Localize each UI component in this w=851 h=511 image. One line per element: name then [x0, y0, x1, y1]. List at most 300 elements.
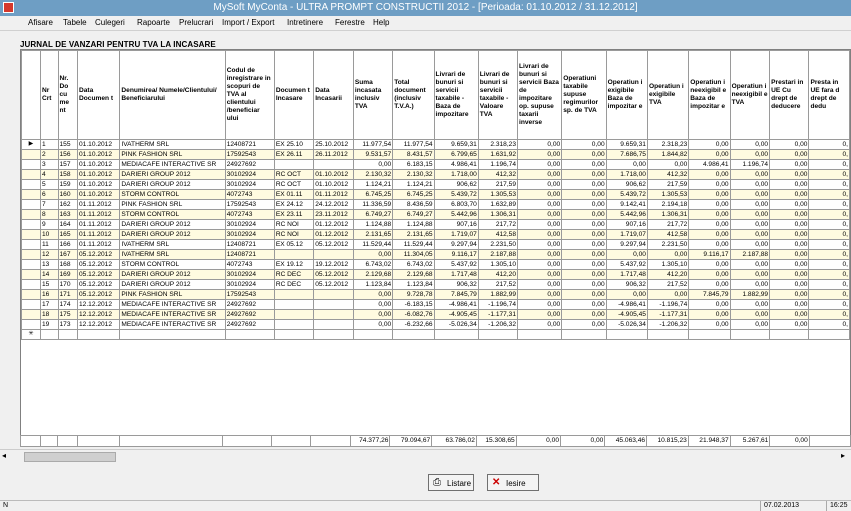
iesire-button[interactable]	[487, 474, 539, 491]
table-cell[interactable]: -4.986,41	[606, 300, 647, 310]
table-cell[interactable]: 4.986,41	[689, 160, 730, 170]
row-selector[interactable]	[22, 160, 41, 170]
table-cell[interactable]: 5.442,96	[606, 210, 647, 220]
table-cell[interactable]	[314, 290, 354, 300]
table-cell[interactable]	[314, 250, 354, 260]
table-cell[interactable]: 0,00	[730, 300, 770, 310]
table-cell[interactable]: 5.437,92	[434, 260, 478, 270]
table-cell[interactable]: 0,00	[353, 310, 392, 320]
table-cell[interactable]: 1.718,00	[434, 170, 478, 180]
table-cell[interactable]: 1.305,10	[647, 260, 688, 270]
table-cell[interactable]: 5.439,72	[606, 190, 647, 200]
table-cell[interactable]: STORM CONTROL	[120, 260, 225, 270]
table-cell[interactable]	[274, 160, 313, 170]
table-cell[interactable]: 4	[40, 170, 58, 180]
table-row[interactable]	[22, 310, 850, 320]
column-header[interactable]: Livrari de bunuri si servicii taxabile - Valoare TVA	[478, 51, 517, 140]
table-cell[interactable]: 05.12.2012	[314, 280, 354, 290]
table-cell[interactable]: 0,00	[770, 150, 809, 160]
menu-tabele[interactable]: Tabele	[63, 18, 87, 27]
table-row[interactable]	[22, 200, 850, 210]
table-cell[interactable]: 0,00	[730, 320, 770, 330]
table-cell[interactable]: 907,16	[606, 220, 647, 230]
table-cell[interactable]: 01.12.2012	[314, 220, 354, 230]
table-row[interactable]	[22, 150, 850, 160]
table-cell[interactable]	[434, 330, 478, 340]
table-cell[interactable]: 0,00	[730, 280, 770, 290]
table-cell[interactable]: MEDIACAFE INTERACTIVE SR	[120, 320, 225, 330]
table-cell[interactable]: 30102924	[225, 220, 274, 230]
table-cell[interactable]	[689, 330, 730, 340]
table-cell[interactable]: 2.187,88	[478, 250, 517, 260]
table-cell[interactable]: 0,00	[562, 310, 606, 320]
table-cell[interactable]: 24927692	[225, 300, 274, 310]
menu-rapoarte[interactable]: Rapoarte	[137, 18, 170, 27]
table-row[interactable]	[22, 230, 850, 240]
table-cell[interactable]: EX 24.12	[274, 200, 313, 210]
table-cell[interactable]: 0,	[809, 200, 850, 210]
row-selector[interactable]	[22, 180, 41, 190]
table-cell[interactable]: 160	[58, 190, 77, 200]
table-cell[interactable]: 0,00	[562, 260, 606, 270]
table-cell[interactable]: 01.10.2012	[78, 180, 120, 190]
table-cell[interactable]	[314, 310, 354, 320]
table-cell[interactable]: 166	[58, 240, 77, 250]
table-cell[interactable]: 2.231,50	[647, 240, 688, 250]
table-cell[interactable]: 12.12.2012	[78, 310, 120, 320]
table-cell[interactable]: 0,00	[353, 160, 392, 170]
table-cell[interactable]: 170	[58, 280, 77, 290]
table-cell[interactable]: -1.177,31	[478, 310, 517, 320]
table-cell[interactable]: 0,00	[562, 320, 606, 330]
table-cell[interactable]	[353, 330, 392, 340]
table-cell[interactable]: 0,00	[562, 230, 606, 240]
table-cell[interactable]: 2.187,88	[730, 250, 770, 260]
table-cell[interactable]: 2.231,50	[478, 240, 517, 250]
table-row[interactable]	[22, 190, 850, 200]
table-cell[interactable]: 0,00	[689, 140, 730, 150]
table-cell[interactable]: 0,00	[689, 180, 730, 190]
table-cell[interactable]: -6.183,15	[393, 300, 434, 310]
table-cell[interactable]: 9.659,31	[434, 140, 478, 150]
table-cell[interactable]: 8.436,59	[393, 200, 434, 210]
table-cell[interactable]: 0,00	[606, 250, 647, 260]
table-cell[interactable]: 11.977,54	[393, 140, 434, 150]
table-cell[interactable]: 24927692	[225, 320, 274, 330]
table-cell[interactable]: 8	[40, 210, 58, 220]
table-cell[interactable]: 0,	[809, 300, 850, 310]
table-cell[interactable]: DARIERI GROUP 2012	[120, 280, 225, 290]
table-cell[interactable]: 1.632,89	[478, 200, 517, 210]
table-cell[interactable]: 164	[58, 220, 77, 230]
column-header[interactable]: Nr. Do cu me nt	[58, 51, 77, 140]
table-cell[interactable]: 24927692	[225, 310, 274, 320]
table-row[interactable]	[22, 280, 850, 290]
table-cell[interactable]: 0,00	[730, 150, 770, 160]
table-cell[interactable]: 13	[40, 260, 58, 270]
table-cell[interactable]: 9.531,57	[353, 150, 392, 160]
table-cell[interactable]: 0,00	[770, 300, 809, 310]
table-cell[interactable]: 0,00	[353, 290, 392, 300]
table-cell[interactable]: 169	[58, 270, 77, 280]
table-cell[interactable]: 0,00	[518, 160, 562, 170]
table-cell[interactable]: 1.717,48	[606, 270, 647, 280]
table-cell[interactable]: 6.749,27	[353, 210, 392, 220]
table-cell[interactable]: 1.882,99	[730, 290, 770, 300]
table-cell[interactable]	[393, 330, 434, 340]
table-cell[interactable]: 0,00	[518, 250, 562, 260]
row-selector[interactable]	[22, 320, 41, 330]
table-cell[interactable]: 0,00	[730, 210, 770, 220]
table-cell[interactable]: 6.803,70	[434, 200, 478, 210]
table-cell[interactable]: 0,00	[518, 150, 562, 160]
table-cell[interactable]: 6.743,02	[353, 260, 392, 270]
table-cell[interactable]: 0,00	[689, 220, 730, 230]
table-cell[interactable]: 0,00	[689, 260, 730, 270]
table-cell[interactable]: STORM CONTROL	[120, 210, 225, 220]
table-cell[interactable]: 3	[40, 160, 58, 170]
row-selector[interactable]	[22, 240, 41, 250]
table-cell[interactable]: 01.11.2012	[78, 240, 120, 250]
table-cell[interactable]: 0,00	[770, 290, 809, 300]
table-cell[interactable]: IVATHERM SRL	[120, 140, 225, 150]
table-cell[interactable]: 2.194,18	[647, 200, 688, 210]
table-cell[interactable]: 1.718,00	[606, 170, 647, 180]
table-cell[interactable]: 17	[40, 300, 58, 310]
table-row[interactable]	[22, 270, 850, 280]
table-cell[interactable]: RC DEC	[274, 280, 313, 290]
column-header[interactable]: Operatiun i neexigibil e Baza de impozitar e	[689, 51, 730, 140]
table-cell[interactable]	[274, 320, 313, 330]
table-cell[interactable]: 0,00	[562, 180, 606, 190]
table-cell[interactable]: 0,00	[770, 260, 809, 270]
table-cell[interactable]	[274, 250, 313, 260]
table-cell[interactable]: 157	[58, 160, 77, 170]
table-cell[interactable]: 15	[40, 280, 58, 290]
scrollbar-thumb[interactable]	[24, 452, 116, 462]
table-cell[interactable]: RC DEC	[274, 270, 313, 280]
table-cell[interactable]: DARIERI GROUP 2012	[120, 220, 225, 230]
table-cell[interactable]: 0,	[809, 150, 850, 160]
table-cell[interactable]: PINK FASHION SRL	[120, 200, 225, 210]
table-cell[interactable]: 1.631,92	[478, 150, 517, 160]
table-cell[interactable]: 12.12.2012	[78, 320, 120, 330]
table-cell[interactable]: 1.882,99	[478, 290, 517, 300]
table-cell[interactable]: 0,00	[730, 220, 770, 230]
table-cell[interactable]: 0,00	[562, 290, 606, 300]
table-cell[interactable]: RC OCT	[274, 180, 313, 190]
row-selector[interactable]	[22, 200, 41, 210]
table-row[interactable]	[22, 250, 850, 260]
table-cell[interactable]	[274, 290, 313, 300]
column-header[interactable]: Operatiun i exigibile Baza de impozitar e	[606, 51, 647, 140]
column-header[interactable]: Livrari de bunuri si servicii Baza de impozitare op. supuse taxarii inverse	[518, 51, 562, 140]
table-cell[interactable]: 0,00	[730, 200, 770, 210]
table-cell[interactable]: 0,00	[730, 190, 770, 200]
table-cell[interactable]: 17592543	[225, 150, 274, 160]
column-header[interactable]: Nr Crt	[40, 51, 58, 140]
scroll-right-icon[interactable]: ▸	[841, 451, 846, 460]
table-row[interactable]	[22, 320, 850, 330]
table-cell[interactable]: 01.12.2012	[314, 230, 354, 240]
table-cell[interactable]: 12408721	[225, 250, 274, 260]
table-cell[interactable]: RC NOI	[274, 230, 313, 240]
table-cell[interactable]: 0,00	[730, 240, 770, 250]
table-cell[interactable]: MEDIACAFE INTERACTIVE SR	[120, 300, 225, 310]
table-cell[interactable]: 0,	[809, 140, 850, 150]
table-cell[interactable]: 30102924	[225, 270, 274, 280]
table-cell[interactable]	[809, 330, 850, 340]
table-cell[interactable]: 0,00	[730, 140, 770, 150]
table-cell[interactable]: 0,00	[518, 290, 562, 300]
table-cell[interactable]: 0,00	[730, 180, 770, 190]
table-cell[interactable]: 0,00	[518, 260, 562, 270]
table-cell[interactable]: 159	[58, 180, 77, 190]
menu-afisare[interactable]: Afisare	[28, 18, 53, 27]
table-cell[interactable]: 12408721	[225, 240, 274, 250]
table-cell[interactable]: 0,	[809, 240, 850, 250]
table-cell[interactable]	[58, 330, 77, 340]
table-cell[interactable]: 412,32	[647, 170, 688, 180]
table-cell[interactable]: 7.686,75	[606, 150, 647, 160]
table-cell[interactable]: EX 01.11	[274, 190, 313, 200]
table-cell[interactable]: 05.12.2012	[314, 240, 354, 250]
table-cell[interactable]: EX 23.11	[274, 210, 313, 220]
table-cell[interactable]: 5.439,72	[434, 190, 478, 200]
table-cell[interactable]: 6.745,25	[393, 190, 434, 200]
table-cell[interactable]: 0,00	[689, 200, 730, 210]
table-cell[interactable]: 173	[58, 320, 77, 330]
table-cell[interactable]: 01.11.2012	[78, 200, 120, 210]
table-cell[interactable]: 7	[40, 200, 58, 210]
table-cell[interactable]: 12408721	[225, 140, 274, 150]
table-cell[interactable]: 1.306,31	[478, 210, 517, 220]
table-cell[interactable]: 0,00	[770, 310, 809, 320]
table-cell[interactable]: 0,00	[770, 210, 809, 220]
table-cell[interactable]: 0,00	[689, 230, 730, 240]
scroll-left-icon[interactable]: ◂	[2, 451, 7, 460]
table-cell[interactable]: 165	[58, 230, 77, 240]
table-cell[interactable]: 0,00	[730, 230, 770, 240]
table-cell[interactable]: 158	[58, 170, 77, 180]
table-cell[interactable]: EX 05.12	[274, 240, 313, 250]
table-cell[interactable]: 18	[40, 310, 58, 320]
table-cell[interactable]: 0,00	[689, 210, 730, 220]
table-cell[interactable]: 19.12.2012	[314, 260, 354, 270]
table-cell[interactable]: PINK FASHION SRL	[120, 290, 225, 300]
table-cell[interactable]: 9	[40, 220, 58, 230]
table-cell[interactable]: -4.905,45	[434, 310, 478, 320]
table-cell[interactable]: 217,72	[647, 220, 688, 230]
table-cell[interactable]: 0,	[809, 190, 850, 200]
column-header[interactable]: Operatiuni taxabile supuse regimurilor sp. de TVA	[562, 51, 606, 140]
table-cell[interactable]: 0,00	[562, 220, 606, 230]
table-cell[interactable]: 6.749,27	[393, 210, 434, 220]
row-selector[interactable]	[22, 250, 41, 260]
table-cell[interactable]: 906,62	[606, 180, 647, 190]
table-cell[interactable]: 0,00	[689, 310, 730, 320]
table-row[interactable]	[22, 160, 850, 170]
table-cell[interactable]: 0,00	[562, 250, 606, 260]
table-cell[interactable]: 2.318,23	[647, 140, 688, 150]
table-cell[interactable]: 0,00	[518, 170, 562, 180]
table-cell[interactable]: 0,00	[518, 300, 562, 310]
table-cell[interactable]: 0,00	[647, 250, 688, 260]
table-cell[interactable]: 0,00	[518, 270, 562, 280]
table-row[interactable]	[22, 210, 850, 220]
table-cell[interactable]: 05.12.2012	[78, 280, 120, 290]
row-selector[interactable]	[22, 220, 41, 230]
table-cell[interactable]: 9.116,17	[689, 250, 730, 260]
table-cell[interactable]: 217,72	[478, 220, 517, 230]
table-cell[interactable]: 0,00	[730, 310, 770, 320]
new-row[interactable]	[22, 330, 850, 340]
row-selector[interactable]	[22, 300, 41, 310]
table-cell[interactable]: 906,62	[434, 180, 478, 190]
table-cell[interactable]: 7.845,79	[689, 290, 730, 300]
table-cell[interactable]: 01.11.2012	[314, 190, 354, 200]
table-cell[interactable]: 171	[58, 290, 77, 300]
table-cell[interactable]: EX 25.10	[274, 140, 313, 150]
table-cell[interactable]: 0,00	[562, 210, 606, 220]
row-selector[interactable]	[22, 150, 41, 160]
table-cell[interactable]: 24927692	[225, 160, 274, 170]
table-cell[interactable]: 412,58	[478, 230, 517, 240]
column-header[interactable]: Total document (inclusiv T.V.A.)	[393, 51, 434, 140]
table-cell[interactable]: 0,00	[770, 190, 809, 200]
table-cell[interactable]: 5.437,92	[606, 260, 647, 270]
table-cell[interactable]: 0,00	[518, 180, 562, 190]
table-cell[interactable]: 0,00	[518, 240, 562, 250]
table-cell[interactable]	[562, 330, 606, 340]
table-cell[interactable]: 2.318,23	[478, 140, 517, 150]
table-cell[interactable]: 0,00	[518, 190, 562, 200]
table-cell[interactable]: 1.719,07	[434, 230, 478, 240]
menu-import-export[interactable]: Import / Export	[222, 18, 275, 27]
table-cell[interactable]: 25.10.2012	[314, 140, 354, 150]
column-header[interactable]: Livrari de bunuri si servicii taxabile - Baza de impozitare	[434, 51, 478, 140]
table-cell[interactable]: 0,	[809, 210, 850, 220]
table-cell[interactable]: STORM CONTROL	[120, 190, 225, 200]
table-cell[interactable]: -4.905,45	[606, 310, 647, 320]
table-cell[interactable]: 1.124,88	[353, 220, 392, 230]
table-cell[interactable]: 0,00	[518, 280, 562, 290]
table-cell[interactable]: 14	[40, 270, 58, 280]
table-cell[interactable]: 9.297,94	[434, 240, 478, 250]
column-header[interactable]: Denumirea/ Numele/Clientului/ Beneficiarului	[120, 51, 225, 140]
table-cell[interactable]: 01.10.2012	[78, 150, 120, 160]
table-cell[interactable]: 11.336,59	[353, 200, 392, 210]
column-header[interactable]: Data Incasarii	[314, 51, 354, 140]
table-cell[interactable]: 0,00	[730, 270, 770, 280]
table-cell[interactable]	[274, 300, 313, 310]
table-cell[interactable]: 0,00	[770, 240, 809, 250]
table-cell[interactable]: -6.082,76	[393, 310, 434, 320]
table-cell[interactable]: 0,	[809, 220, 850, 230]
table-cell[interactable]: 0,00	[770, 180, 809, 190]
table-cell[interactable]: 0,00	[730, 260, 770, 270]
table-cell[interactable]: 6	[40, 190, 58, 200]
table-cell[interactable]	[606, 330, 647, 340]
row-selector[interactable]	[22, 270, 41, 280]
table-cell[interactable]	[225, 330, 274, 340]
table-cell[interactable]: 0,00	[353, 250, 392, 260]
table-cell[interactable]: 0,00	[562, 200, 606, 210]
menu-culegeri[interactable]: Culegeri	[95, 18, 125, 27]
row-selector[interactable]: ▶	[22, 140, 41, 150]
column-header[interactable]: Codul de inregistrare in scopuri de TVA al clientului /beneficiar ului	[225, 51, 274, 140]
table-cell[interactable]: 6.743,02	[393, 260, 434, 270]
table-cell[interactable]	[647, 330, 688, 340]
table-cell[interactable]: 0,	[809, 170, 850, 180]
table-cell[interactable]	[120, 330, 225, 340]
table-cell[interactable]: 0,00	[770, 220, 809, 230]
table-row[interactable]	[22, 170, 850, 180]
table-row[interactable]	[22, 140, 850, 150]
row-selector[interactable]	[22, 190, 41, 200]
table-cell[interactable]: 1.123,84	[393, 280, 434, 290]
table-cell[interactable]: 4072743	[225, 210, 274, 220]
table-cell[interactable]: -5.026,34	[434, 320, 478, 330]
table-cell[interactable]: 8.431,57	[393, 150, 434, 160]
table-cell[interactable]: 10	[40, 230, 58, 240]
table-cell[interactable]: 0,00	[730, 170, 770, 180]
table-cell[interactable]: 01.10.2012	[78, 170, 120, 180]
table-cell[interactable]: 30102924	[225, 180, 274, 190]
table-cell[interactable]: PINK FASHION SRL	[120, 150, 225, 160]
table-cell[interactable]: 30102924	[225, 170, 274, 180]
table-cell[interactable]: 1.719,07	[606, 230, 647, 240]
table-cell[interactable]: 11.529,44	[353, 240, 392, 250]
table-cell[interactable]: -4.986,41	[434, 300, 478, 310]
table-cell[interactable]	[78, 330, 120, 340]
table-cell[interactable]: DARIERI GROUP 2012	[120, 270, 225, 280]
column-header[interactable]: Operatiun i neexigibil e TVA	[730, 51, 770, 140]
table-cell[interactable]: 0,00	[518, 140, 562, 150]
table-cell[interactable]: 217,52	[478, 280, 517, 290]
table-cell[interactable]: EX 19.12	[274, 260, 313, 270]
table-cell[interactable]: 2	[40, 150, 58, 160]
table-cell[interactable]: 9.297,94	[606, 240, 647, 250]
table-cell[interactable]: 0,00	[647, 290, 688, 300]
table-row[interactable]	[22, 290, 850, 300]
table-cell[interactable]: 1.196,74	[478, 160, 517, 170]
table-cell[interactable]: 4.986,41	[434, 160, 478, 170]
table-cell[interactable]: 907,16	[434, 220, 478, 230]
table-row[interactable]	[22, 260, 850, 270]
table-cell[interactable]: 0,00	[770, 320, 809, 330]
menu-prelucrari[interactable]: Prelucrari	[179, 18, 214, 27]
table-cell[interactable]: 1.124,21	[393, 180, 434, 190]
table-cell[interactable]: 23.11.2012	[314, 210, 354, 220]
table-cell[interactable]: 0,00	[562, 240, 606, 250]
table-cell[interactable]: 1.305,10	[478, 260, 517, 270]
table-cell[interactable]: 6.799,65	[434, 150, 478, 160]
table-cell[interactable]: 0,00	[606, 160, 647, 170]
new-row-icon[interactable]: ✳	[22, 330, 41, 340]
horizontal-scrollbar[interactable]	[0, 449, 851, 462]
table-cell[interactable]: 12.12.2012	[78, 300, 120, 310]
table-cell[interactable]: 17592543	[225, 290, 274, 300]
row-selector[interactable]	[22, 210, 41, 220]
table-cell[interactable]: 0,00	[518, 320, 562, 330]
table-cell[interactable]	[518, 330, 562, 340]
table-cell[interactable]: 0,00	[689, 270, 730, 280]
table-cell[interactable]: 0,00	[770, 250, 809, 260]
table-cell[interactable]: 0,00	[689, 190, 730, 200]
table-cell[interactable]: 0,00	[770, 270, 809, 280]
table-cell[interactable]: 217,59	[647, 180, 688, 190]
